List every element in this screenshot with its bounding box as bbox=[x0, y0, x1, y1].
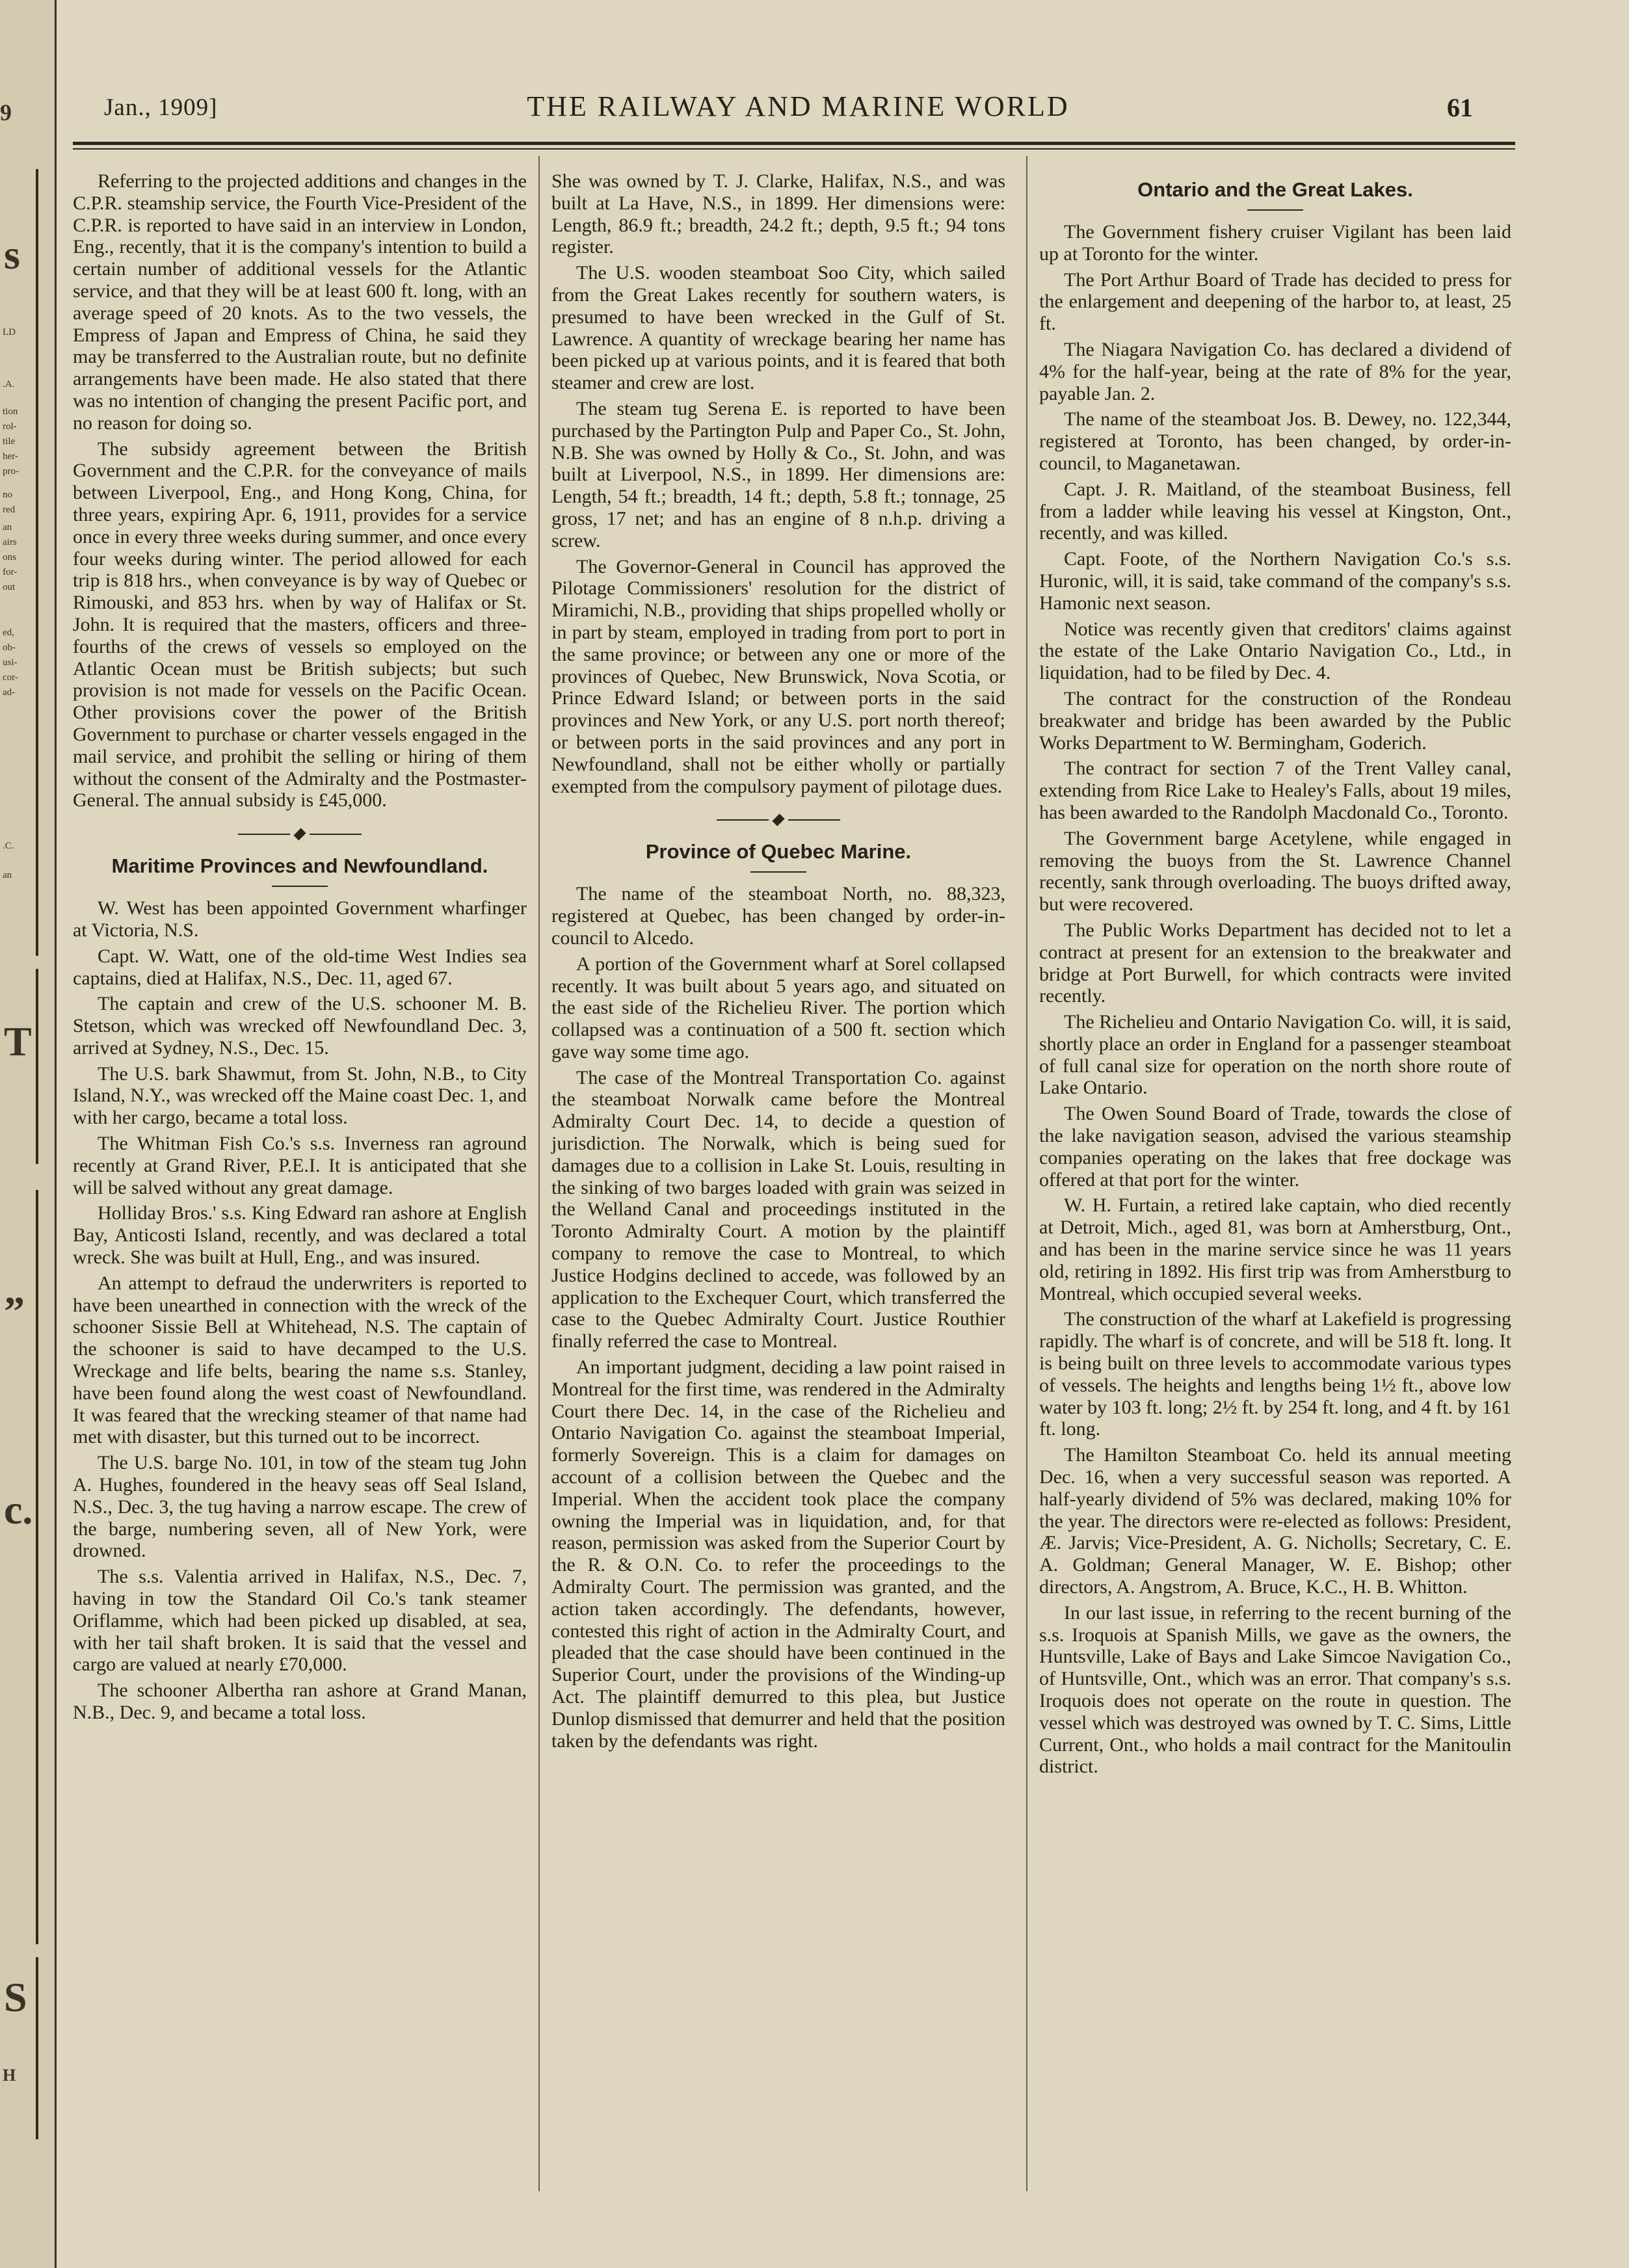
news-item: W. H. Furtain, a retired lake captain, who died recently at Detroit, Mich., aged 81, was born at Amherstburg, Ont., and has been in the marine service since he was 11 years old, retiring in 1892. His first trip was from Amherstburg to Montreal, which occupied several weeks. bbox=[1039, 1194, 1511, 1304]
news-item: The Government barge Acetylene, while engaged in removing the buoys from the St. Lawrence Channel recently, sank through overloading. The buoys drifted away, but were recovered. bbox=[1039, 827, 1511, 916]
news-item: The construction of the wharf at Lakefield is progressing rapidly. The wharf is of concrete, and will be 518 ft. long. It is being built on three levels to accommodate various types of vessels. The heights and lengths being 1½ ft., above low water by 103 ft. long; 2½ ft. by 254 ft. long, and 4 ft. by 161 ft. long. bbox=[1039, 1308, 1511, 1440]
page-header bbox=[78, 87, 1518, 133]
gutter-fragment: tion bbox=[3, 406, 18, 417]
gutter-fragment: pro- bbox=[3, 466, 19, 477]
gutter-fragment: ons bbox=[3, 552, 16, 562]
middle-column bbox=[551, 170, 1005, 1756]
news-item: Capt. J. R. Maitland, of the steamboat Business, fell from a ladder while leaving his vessel at Kingston, Ont., recently, and was killed. bbox=[1039, 478, 1511, 544]
news-item: The contract for section 7 of the Trent Valley canal, extending from Rice Lake to Healey's Falls, about 19 miles, has been awarded to the Randolph Macdonald Co., Toronto. bbox=[1039, 758, 1511, 823]
adjacent-page-margin bbox=[0, 0, 57, 2268]
left-column bbox=[73, 170, 527, 1728]
gutter-fragment: c. bbox=[4, 1486, 33, 1533]
gutter-fragment: her- bbox=[3, 451, 18, 462]
section-ornament bbox=[238, 827, 362, 841]
heading-rule bbox=[750, 871, 806, 873]
gutter-fragment: ob- bbox=[3, 642, 16, 653]
gutter-fragment: s bbox=[4, 231, 20, 278]
gutter-fragment: no bbox=[3, 490, 12, 500]
issue-date: Jan., 1909] bbox=[104, 94, 218, 121]
article-paragraph: The steam tug Serena E. is reported to have been purchased by the Partington Pulp and Paper Co., St. John, N.B. She was owned by Holly & Co., St. John, and was built at Liverpool, N.S., in 1899. Her dimensions are: Length, 54 ft.; breadth, 14 ft.; depth, 5.8 ft.; tonnage, 25 gross, 17 net; and has an engine of 8 n.h.p. driving a screw. bbox=[551, 397, 1005, 551]
news-item: W. West has been appointed Government wharfinger at Victoria, N.S. bbox=[73, 897, 527, 941]
gutter-fragment: ed, bbox=[3, 627, 14, 638]
article-paragraph: Referring to the projected additions and changes in the C.P.R. steamship service, the Fourth Vice-President of the C.P.R. is reported to have said in an interview in London, Eng., recently, that it is the company's intention to build a certain number of additional vessels for the Atlantic service, and that they will be at least 600 ft. long, with an average speed of 20 knots. As to the two vessels, the Empress of Japan and Empress of China, he said they may be transferred to the Australian route, but no definite arrangements have been made. He also stated that there was no intention of changing the present Pacific port, and no reason for doing so. bbox=[73, 170, 527, 434]
news-item: In our last issue, in referring to the recent burning of the s.s. Iroquois at Spanish Mills, we gave as the owners, the Huntsville, Lake of Bays and Lake Simcoe Navigation Co., of Huntsville, Ont., which was an error. That company's s.s. Iroquois does not operate on the route in question. The vessel which was destroyed was owned by T. C. Sims, Little Current, Ont., who holds a mail contract for the Manitoulin district. bbox=[1039, 1602, 1511, 1778]
news-item: Notice was recently given that creditors' claims against the estate of the Lake Ontario Navigation Co., Ltd., in liquidation, had to be filed by Dec. 4. bbox=[1039, 618, 1511, 684]
article-paragraph: The Governor-General in Council has approved the Pilotage Commissioners' resolution for the district of Miramichi, N.B., providing that ships propelled wholly or in part by steam, employed in trading from port to port in the same province; or between any one or more of the provinces of Quebec, New Brunswick, Nova Scotia, or Prince Edward Island; or between ports in the said provinces and New York, or any U.S. port north thereof; or between ports in the said provinces and any port in Newfoundland, shall not be either wholly or partially exempted from the compulsory payment of pilotage dues. bbox=[551, 555, 1005, 797]
header-rule-thin bbox=[73, 148, 1515, 150]
gutter-rule bbox=[36, 169, 38, 956]
news-item: Capt. W. Watt, one of the old-time West Indies sea captains, died at Halifax, N.S., Dec. 11, aged 67. bbox=[73, 945, 527, 989]
publication-title: THE RAILWAY AND MARINE WORLD bbox=[527, 90, 1070, 122]
article-paragraph: She was owned by T. J. Clarke, Halifax, N.S., and was built at La Have, N.S., in 1899. Her dimensions were: Length, 86.9 ft.; breadth, 24.2 ft.; depth, 9.5 ft.; 94 tons register. bbox=[551, 170, 1005, 258]
gutter-fragment: ad- bbox=[3, 687, 16, 698]
right-column bbox=[1039, 170, 1511, 1782]
news-item: The s.s. Valentia arrived in Halifax, N.S., Dec. 7, having in tow the Standard Oil Co.'s tank steamer Oriflamme, which had been picked up disabled, at sea, with her tail shaft broken. It is said that the vessel and cargo are valued at nearly £70,000. bbox=[73, 1566, 527, 1676]
news-item: The Niagara Navigation Co. has declared a dividend of 4% for the half-year, being at the rate of 8% for the year, payable Jan. 2. bbox=[1039, 338, 1511, 404]
news-item: Capt. Foote, of the Northern Navigation Co.'s s.s. Huronic, will, it is said, take command of the company's s.s. Hamonic next season. bbox=[1039, 548, 1511, 614]
gutter-fragment: T bbox=[4, 1018, 32, 1064]
gutter-fragment: an bbox=[3, 870, 12, 880]
news-item: The Port Arthur Board of Trade has decided to press for the enlargement and deepening of the harbor to, at least, 25 ft. bbox=[1039, 269, 1511, 335]
column-divider bbox=[538, 156, 540, 2191]
gutter-rule bbox=[36, 1957, 38, 2139]
page-number: 61 bbox=[1447, 93, 1473, 122]
gutter-fragment: H bbox=[3, 2066, 16, 2085]
gutter-fragment: S bbox=[4, 1974, 27, 2020]
news-item: The name of the steamboat Jos. B. Dewey, no. 122,344, registered at Toronto, has been changed, by order-in-council, to Maganetawan. bbox=[1039, 408, 1511, 474]
news-item: The schooner Albertha ran ashore at Grand Manan, N.B., Dec. 9, and became a total loss. bbox=[73, 1680, 527, 1723]
news-item: An important judgment, deciding a law point raised in Montreal for the first time, was rendered in the Admiralty Court there Dec. 14, in the case of the Richelieu and Ontario Navigation Co. against the steamboat Imperial, formerly Sovereign. This is a claim for damages on account of a collision between the Quebec and the Imperial. When the accident took place the company owning the Imperial was in liquidation, and, for that reason, permission was asked from the Superior Court by the R. & O.N. Co. to refer the proceedings to the Admiralty Court. The permission was granted, and the action taken accordingly. The defendants, however, contested this right of action in the Admiralty Court, and pleaded that the case should have been continued in the Superior Court, under the provisions of the Winding-up Act. The plaintiff demurred to this plea, but Justice Dunlop dismissed that demurrer and held that the position taken by the defendants was right. bbox=[551, 1356, 1005, 1752]
news-item: The contract for the construction of the Rondeau breakwater and bridge has been awarded by the Public Works Department to W. Bermingham, Goderich. bbox=[1039, 687, 1511, 754]
news-item: The captain and crew of the U.S. schooner M. B. Stetson, which was wrecked off Newfoundland Dec. 3, arrived at Sydney, N.S., Dec. 15. bbox=[73, 993, 527, 1059]
news-item: The Hamilton Steamboat Co. held its annual meeting Dec. 16, when a very successful season was reported. A half-yearly dividend of 5% was declared, making 10% for the year. The directors were re-elected as follows: President, Æ. Jarvis; Vice-President, A. G. Nicholls; Secretary, C. E. A. Goldman; General Manager, W. E. Bishop; other directors, A. Angstrom, A. Bruce, K.C., H. B. Whitton. bbox=[1039, 1444, 1511, 1598]
section-ornament bbox=[717, 813, 840, 827]
news-item: A portion of the Government wharf at Sorel collapsed recently. It was built about 5 years ago, and situated on the east side of the Richelieu River. The portion which collapsed was a continuation of a 500 ft. section which gave way some time ago. bbox=[551, 953, 1005, 1062]
heading-rule bbox=[272, 886, 328, 887]
gutter-fragment: red bbox=[3, 505, 16, 515]
news-item: An attempt to defraud the underwriters is reported to have been unearthed in connection with the wreck of the schooner Sissie Bell at Whitehead, N.S. The captain of the schooner is said to have decamped to the U.S. Wreckage and life belts, bearing the name s.s. Stanley, have been found along the west coast of Newfoundland. It was feared that the wrecking steamer of that name had met with disaster, but this turned out to be incorrect. bbox=[73, 1272, 527, 1448]
news-item: The Richelieu and Ontario Navigation Co. will, it is said, shortly place an order in England for a passenger steamboat of full canal size for operation on the north shore route of Lake Ontario. bbox=[1039, 1011, 1511, 1099]
section-heading: Ontario and the Great Lakes. bbox=[1137, 178, 1413, 201]
section-heading: Maritime Provinces and Newfoundland. bbox=[111, 854, 488, 878]
article-paragraph: The U.S. wooden steamboat Soo City, which sailed from the Great Lakes recently for southern waters, is presumed to have been wrecked in the Gulf of St. Lawrence. A quantity of wreckage bearing her name has been picked up at various points, and it is feared that both steamer and crew are lost. bbox=[551, 262, 1005, 394]
header-rule bbox=[73, 142, 1515, 145]
gutter-fragment: .A. bbox=[3, 379, 15, 389]
news-item: The case of the Montreal Transportation Co. against the steamboat Norwalk came before the Montreal Admiralty Court Dec. 14, to decide a question of jurisdiction. The Norwalk, which is being sued for damages due to a collision in Lake St. Louis, resulting in the sinking of two barges loaded with grain was seized in the Welland Canal and proceedings instituted in the Toronto Admiralty Court. A motion by the plaintiff company to remove the case to Montreal, to which Justice Hodgins declined to accede, was followed by an application to the Exchequer Court, which transferred the case to the Quebec Admiralty Court. Justice Routhier finally referred the case to Montreal. bbox=[551, 1066, 1005, 1352]
article-paragraph: The subsidy agreement between the British Government and the C.P.R. for the conveyance of mails between Liverpool, Eng., and Hong Kong, China, for three years, expiring Apr. 6, 1911, provides for a service once in every three weeks during summer, and once every four weeks during winter. The period allowed for each trip is 818 hrs., when conveyance is by way of Quebec or Rimouski, and 853 hrs. when by way of Halifax or St. John. It is required that the masters, officers and three-fourths of the crews of vessels so employed on the Atlantic Ocean must be British subjects; but such provision is not made for vessels on the Pacific Ocean. Other provisions cover the power of the British Government to purchase or charter vessels engaged in the mail service, and prohibit the selling or hiring of them without the consent of the Admiralty and the Postmaster-General. The annual subsidy is £45,000. bbox=[73, 438, 527, 811]
gutter-fragment: airs bbox=[3, 537, 17, 547]
gutter-fragment: 9 bbox=[0, 99, 12, 125]
gutter-fragment: for- bbox=[3, 567, 18, 577]
news-item: The Whitman Fish Co.'s s.s. Inverness ran aground recently at Grand River, P.E.I. It is anticipated that she will be salved without any great damage. bbox=[73, 1133, 527, 1198]
gutter-fragment: an bbox=[3, 522, 12, 533]
gutter-rule bbox=[36, 969, 38, 1164]
gutter-fragment: cor- bbox=[3, 672, 18, 683]
gutter-fragment: rol- bbox=[3, 421, 17, 432]
gutter-rule bbox=[36, 1190, 38, 1944]
gutter-fragment: ” bbox=[4, 1288, 25, 1334]
news-item: The Owen Sound Board of Trade, towards the close of the lake navigation season, advised the various steamship companies operating on the lakes that free dockage was offered at that port for the winter. bbox=[1039, 1103, 1511, 1191]
news-item: The U.S. barge No. 101, in tow of the steam tug John A. Hughes, foundered in the heavy seas off Seal Island, N.S., Dec. 3, the tug having a narrow escape. The crew of the barge, numbering seven, all of New York, were drowned. bbox=[73, 1452, 527, 1562]
section-heading: Province of Quebec Marine. bbox=[645, 840, 912, 864]
heading-rule bbox=[1247, 209, 1303, 211]
gutter-fragment: .C. bbox=[3, 841, 14, 851]
gutter-fragment: out bbox=[3, 582, 16, 592]
gutter-fragment: tile bbox=[3, 436, 16, 447]
news-item: The Public Works Department has decided not to let a contract at present for an extension to the breakwater and bridge at Port Burwell, for which contracts were invited recently. bbox=[1039, 919, 1511, 1007]
column-divider bbox=[1026, 156, 1027, 2191]
news-item: Holliday Bros.' s.s. King Edward ran ashore at English Bay, Anticosti Island, recently, and was declared a total wreck. She was built at Hull, Eng., and was insured. bbox=[73, 1202, 527, 1269]
news-item: The Government fishery cruiser Vigilant has been laid up at Toronto for the winter. bbox=[1039, 221, 1511, 265]
gutter-fragment: LD bbox=[3, 327, 16, 337]
news-item: The name of the steamboat North, no. 88,323, registered at Quebec, has been changed by order-in-council to Alcedo. bbox=[551, 883, 1005, 949]
gutter-fragment: usi- bbox=[3, 657, 18, 668]
news-item: The U.S. bark Shawmut, from St. John, N.B., to City Island, N.Y., was wrecked off the Maine coast Dec. 1, and with her cargo, became a total loss. bbox=[73, 1062, 527, 1129]
